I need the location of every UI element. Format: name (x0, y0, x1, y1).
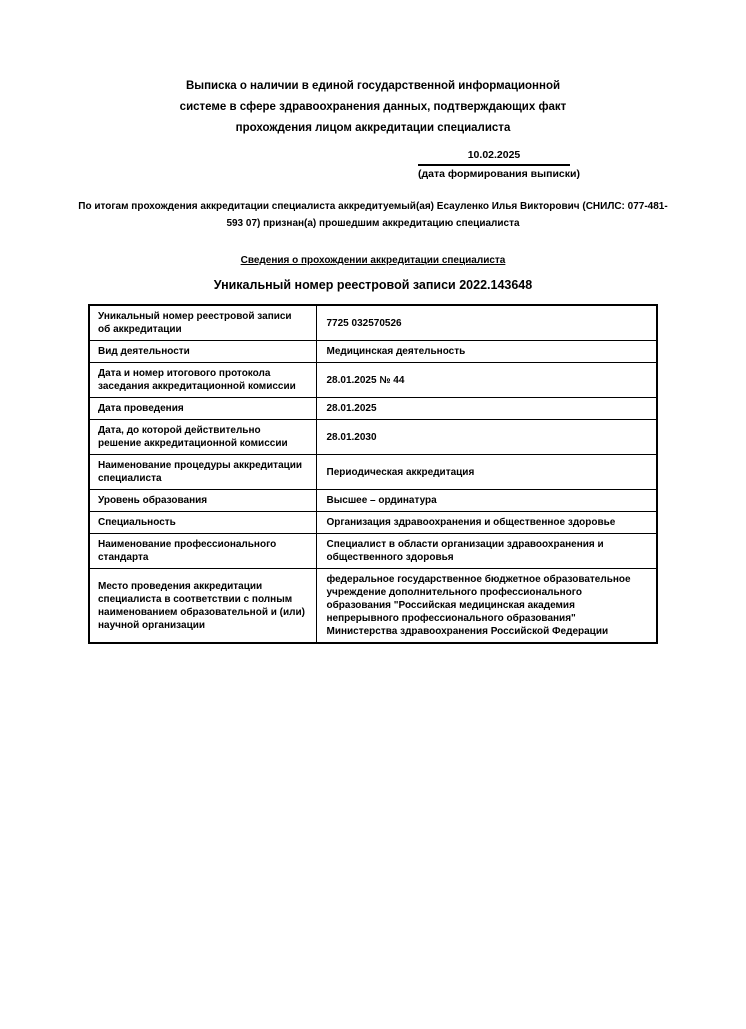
table-row (89, 341, 657, 363)
record-number-heading: Уникальный номер реестровой записи 2022.143648 (213, 278, 533, 292)
row-value: Организация здравоохранения и общественное здоровье (316, 512, 657, 534)
row-label: Уникальный номер реестровой записи об аккредитации (89, 305, 316, 341)
row-label: Место проведения аккредитации специалиста в соответствии с полным наименованием образовательной и (или) научной организации (89, 569, 316, 644)
document-title-line: Выписка о наличии в единой государственной информационной (185, 80, 561, 92)
extract-date: 10.02.2025 (418, 149, 570, 166)
row-label: Дата проведения (89, 398, 316, 420)
row-value: 28.01.2025 (316, 398, 657, 420)
row-value: федеральное государственное бюджетное образовательное учреждение дополнительного профессионального образования "Российская медицинская академия непрерывного профессионального образования" Министерства здравоохранения Российской Федерации (316, 569, 657, 644)
row-value: 28.01.2030 (316, 420, 657, 455)
row-label: Вид деятельности (89, 341, 316, 363)
row-label: Специальность (89, 512, 316, 534)
extract-date-caption: (дата формирования выписки) (418, 168, 580, 180)
intro-paragraph-line: По итогам прохождения аккредитации специалиста аккредитуемый(ая) Есауленко Илья Викторович (СНИЛС: 077-481- (78, 201, 668, 212)
row-label: Дата и номер итогового протокола заседания аккредитационной комиссии (89, 363, 316, 398)
section-heading: Сведения о прохождении аккредитации специалиста (240, 255, 506, 266)
intro-paragraph-line: 593 07) признан(а) прошедшим аккредитацию специалиста (226, 218, 520, 229)
table-row (89, 569, 657, 644)
row-value: 7725 032570526 (316, 305, 657, 341)
row-label: Дата, до которой действительно решение аккредитационной комиссии (89, 420, 316, 455)
table-row (89, 398, 657, 420)
table-row (89, 420, 657, 455)
table-row (89, 534, 657, 569)
row-value: Высшее – ординатура (316, 490, 657, 512)
table-row (89, 490, 657, 512)
row-label: Наименование профессионального стандарта (89, 534, 316, 569)
document-title-line: системе в сфере здравоохранения данных, подтверждающих факт (179, 101, 567, 113)
accreditation-info-table (88, 304, 658, 644)
row-value: Специалист в области организации здравоохранения и общественного здоровья (316, 534, 657, 569)
table-row (89, 305, 657, 341)
row-value: 28.01.2025 № 44 (316, 363, 657, 398)
row-label: Наименование процедуры аккредитации специалиста (89, 455, 316, 490)
table-row (89, 363, 657, 398)
extract-date-block (418, 149, 580, 181)
intro-paragraph (0, 198, 746, 232)
table-row (89, 455, 657, 490)
document-title-line: прохождения лицом аккредитации специалиста (235, 122, 511, 134)
row-label: Уровень образования (89, 490, 316, 512)
document-title (0, 0, 746, 139)
row-value: Периодическая аккредитация (316, 455, 657, 490)
row-value: Медицинская деятельность (316, 341, 657, 363)
table-row (89, 512, 657, 534)
